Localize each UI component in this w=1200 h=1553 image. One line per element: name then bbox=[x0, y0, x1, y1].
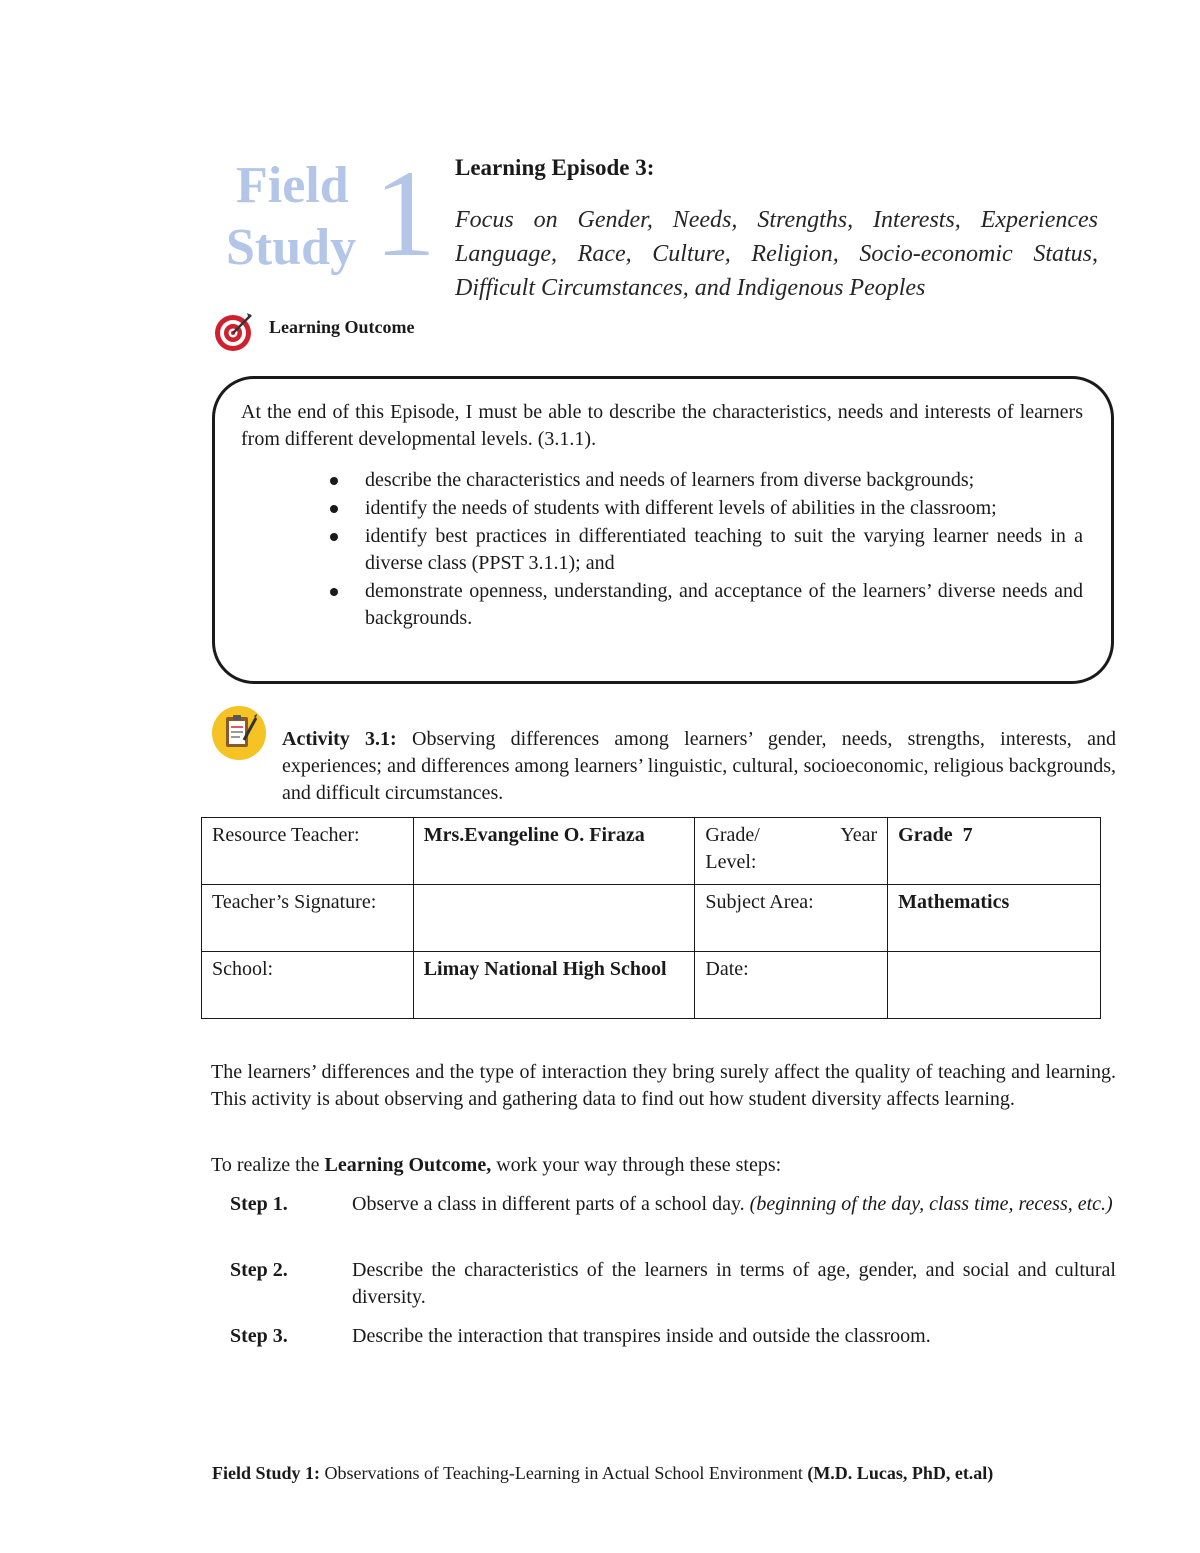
signature-label: Teacher’s Signature: bbox=[202, 885, 414, 952]
footer-prefix: Field Study 1: bbox=[212, 1463, 321, 1483]
realize-bold: Learning Outcome, bbox=[324, 1154, 492, 1176]
activity-label: Activity 3.1: bbox=[282, 728, 397, 750]
step-text: Describe the interaction that transpires inside and outside the classroom. bbox=[352, 1325, 931, 1347]
clipboard-icon bbox=[210, 704, 268, 762]
intro-paragraph: The learners’ differences and the type of interaction they bring surely affect the quality of teaching and learning. This activity is about observing and gathering data to find out how student diversity affects learning. bbox=[211, 1061, 1116, 1110]
info-table bbox=[201, 817, 1101, 1019]
activity-text: Observing differences among learners’ gender, needs, strengths, interests, and experiences; and differences among learners’ linguistic, cultural, socioeconomic, religious backgrounds, and difficult circumstances. bbox=[282, 728, 1116, 804]
target-icon bbox=[213, 309, 257, 353]
grade-level-value: Grade 7 bbox=[888, 818, 1101, 885]
logo-number: 1 bbox=[374, 145, 436, 282]
episode-focus: Focus on Gender, Needs, Strengths, Interests, Experiences Language, Race, Culture, Religion, Socio-economic Status, Difficult Circumstances, and Indigenous Peoples bbox=[455, 207, 1098, 301]
step-label: Step 3. bbox=[230, 1325, 288, 1347]
episode-title: Learning Episode 3: bbox=[455, 155, 655, 180]
footer-text: Observations of Teaching-Learning in Actual School Environment bbox=[320, 1463, 808, 1483]
resource-teacher-label: Resource Teacher: bbox=[202, 818, 414, 885]
list-item: identify best practices in differentiated teaching to suit the varying learner needs in a diverse class (PPST 3.1.1); and bbox=[328, 523, 1083, 577]
realize-instruction bbox=[211, 1152, 1116, 1179]
school-value: Limay National High School bbox=[413, 952, 695, 1019]
subject-area-label: Subject Area: bbox=[695, 885, 888, 952]
grade-level-label bbox=[695, 818, 888, 885]
table-row bbox=[202, 952, 1101, 1019]
learning-outcome-heading: Learning Outcome bbox=[269, 317, 415, 337]
table-row bbox=[202, 885, 1101, 952]
date-label: Date: bbox=[695, 952, 888, 1019]
grade-label-part1: Grade/ bbox=[705, 824, 760, 846]
signature-value bbox=[413, 885, 695, 952]
resource-teacher-value: Mrs.Evangeline O. Firaza bbox=[413, 818, 695, 885]
field-study-logo bbox=[222, 145, 442, 298]
outcome-list bbox=[328, 467, 1083, 633]
realize-suffix: work your way through these steps: bbox=[491, 1154, 782, 1176]
page-footer bbox=[212, 1461, 993, 1485]
step-text: Describe the characteristics of the learners in terms of age, gender, and social and cultural diversity. bbox=[352, 1259, 1116, 1308]
logo-word-field: Field bbox=[236, 157, 349, 214]
list-item: describe the characteristics and needs of learners from diverse backgrounds; bbox=[328, 467, 1083, 494]
activity-description bbox=[282, 726, 1116, 807]
step-text-main: Observe a class in different parts of a school day. bbox=[352, 1193, 750, 1215]
list-item: identify the needs of students with different levels of abilities in the classroom; bbox=[328, 495, 1083, 522]
realize-prefix: To realize the bbox=[211, 1154, 325, 1176]
list-item: demonstrate openness, understanding, and acceptance of the learners’ diverse needs and backgrounds. bbox=[328, 578, 1083, 632]
table-row bbox=[202, 818, 1101, 885]
grade-label-part2: Year bbox=[840, 824, 878, 846]
footer-suffix: (M.D. Lucas, PhD, et.al) bbox=[807, 1463, 994, 1483]
date-value bbox=[888, 952, 1101, 1019]
grade-label-part3: Level: bbox=[705, 851, 757, 873]
step-label: Step 1. bbox=[230, 1193, 288, 1215]
logo-word-study: Study bbox=[226, 219, 357, 276]
step-label: Step 2. bbox=[230, 1259, 288, 1281]
outcome-intro: At the end of this Episode, I must be able to describe the characteristics, needs and interests of learners from different developmental levels. (3.1.1). bbox=[241, 401, 1083, 450]
step-text bbox=[352, 1191, 1116, 1218]
step-text-italic: (beginning of the day, class time, recess, etc.) bbox=[749, 1193, 1113, 1215]
subject-area-value: Mathematics bbox=[888, 885, 1101, 952]
school-label: School: bbox=[202, 952, 414, 1019]
